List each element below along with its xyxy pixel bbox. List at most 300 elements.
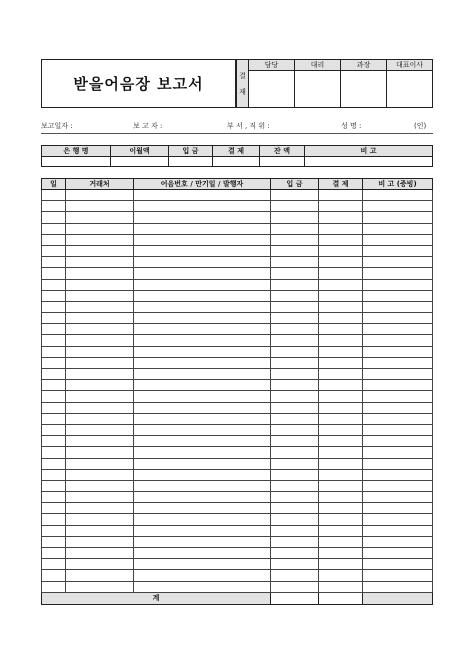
cell-deposit[interactable] [271,201,319,212]
table-row [42,212,433,223]
table-row [42,380,433,391]
cell-day[interactable] [42,570,66,581]
table-row [42,548,433,559]
name-label: 성 명 : [341,122,362,130]
total-label: 계 [42,592,271,604]
cell-day[interactable] [42,268,66,279]
table-row [42,290,433,301]
cell-client[interactable] [66,413,134,424]
cell-day[interactable] [42,234,66,245]
table-row [42,458,433,469]
cell-remarks[interactable] [363,234,433,245]
cell-note-info[interactable] [134,313,271,324]
cell-day[interactable] [42,447,66,458]
cell-note-info[interactable] [134,503,271,514]
cell-remarks[interactable] [363,514,433,525]
cell-deposit[interactable] [271,424,319,435]
cell-deposit[interactable] [271,514,319,525]
approval-col-staff: 담당 [249,60,295,71]
table-row [42,346,433,357]
cell-settlement[interactable] [319,346,363,357]
cell-day[interactable] [42,324,66,335]
cell-client[interactable] [66,369,134,380]
cell-note-info[interactable] [134,268,271,279]
approval-col-manager: 과장 [341,60,387,71]
cell-client[interactable] [66,357,134,368]
cell-remarks[interactable] [363,380,433,391]
cell-remarks[interactable] [363,301,433,312]
cell-client[interactable] [66,458,134,469]
cell-note-info[interactable] [134,369,271,380]
cell-remarks[interactable] [363,223,433,234]
table-row [42,402,433,413]
table-row [42,492,433,503]
approval-side-label: 결 재 [237,60,249,108]
cell-note-info[interactable] [134,357,271,368]
table-row [42,257,433,268]
cell-remarks[interactable] [363,447,433,458]
total-settlement[interactable] [319,592,363,604]
cell-client[interactable] [66,525,134,536]
col-carryover: 이월액 [111,146,169,157]
approval-sign-manager[interactable] [341,71,387,108]
cell-client[interactable] [66,245,134,256]
cell-settlement[interactable] [319,190,363,201]
table-row [42,559,433,570]
cell-settlement[interactable] [319,279,363,290]
cell-settlement[interactable] [319,525,363,536]
table-row [42,436,433,447]
col-deposit: 입 금 [271,179,319,190]
cell-client[interactable] [66,391,134,402]
col-client: 거래처 [66,179,134,190]
cell-note-info[interactable] [134,223,271,234]
cell-note-info[interactable] [134,212,271,223]
cell-note-info[interactable] [134,245,271,256]
cell-settlement[interactable] [319,212,363,223]
table-row [42,391,433,402]
cell-deposit[interactable] [271,257,319,268]
cell-note-info[interactable] [134,581,271,592]
table-row [42,424,433,435]
cell-client[interactable] [66,503,134,514]
cell-day[interactable] [42,257,66,268]
cell-settlement[interactable] [319,548,363,559]
title-box [41,59,236,108]
col-settlement: 결 제 [213,146,260,157]
cell-deposit[interactable] [271,469,319,480]
cell-remarks[interactable] [363,369,433,380]
bank-summary-table [41,145,433,167]
cell-settlement[interactable] [319,514,363,525]
cell-day[interactable] [42,480,66,491]
cell-note-info[interactable] [134,458,271,469]
cell-deposit[interactable] [271,268,319,279]
cell-day[interactable] [42,335,66,346]
cell-settlement[interactable] [319,223,363,234]
cell-day[interactable] [42,581,66,592]
col-bank-name: 은 행 명 [42,146,111,157]
table-row [42,301,433,312]
table-row [42,324,433,335]
table-row [42,223,433,234]
cell-note-info[interactable] [134,380,271,391]
ledger-header [42,179,433,190]
cell-day[interactable] [42,492,66,503]
table-row [42,279,433,290]
cell-day[interactable] [42,290,66,301]
cell-settlement[interactable] [319,324,363,335]
cell-deposit[interactable] [271,548,319,559]
col-balance: 잔 액 [260,146,305,157]
cell-remarks[interactable] [363,257,433,268]
table-row [42,480,433,491]
cell-client[interactable] [66,324,134,335]
cell-day[interactable] [42,424,66,435]
info-underline [41,133,433,134]
table-row [42,514,433,525]
cell-settlement[interactable] [319,234,363,245]
cell-balance[interactable] [260,157,305,167]
cell-deposit[interactable] [271,559,319,570]
table-row [42,503,433,514]
cell-client[interactable] [66,234,134,245]
cell-settlement[interactable] [319,268,363,279]
bank-table-header [42,146,433,157]
cell-day[interactable] [42,559,66,570]
cell-remarks[interactable] [363,402,433,413]
cell-client[interactable] [66,581,134,592]
cell-remarks[interactable] [363,503,433,514]
cell-settlement[interactable] [319,469,363,480]
page-title: 받을어음장 보고서 [73,75,204,93]
cell-client[interactable] [66,548,134,559]
cell-day[interactable] [42,357,66,368]
cell-settlement[interactable] [319,380,363,391]
cell-remarks[interactable] [363,424,433,435]
cell-settlement[interactable] [319,447,363,458]
cell-remarks[interactable] [363,559,433,570]
cell-day[interactable] [42,301,66,312]
cell-day[interactable] [42,190,66,201]
cell-settlement[interactable] [319,402,363,413]
cell-remarks[interactable] [363,268,433,279]
cell-day[interactable] [42,458,66,469]
cell-deposit[interactable] [271,525,319,536]
cell-day[interactable] [42,548,66,559]
cell-settlement[interactable] [319,503,363,514]
cell-day[interactable] [42,369,66,380]
cell-deposit[interactable] [271,335,319,346]
cell-client[interactable] [66,223,134,234]
cell-deposit[interactable] [271,570,319,581]
cell-note-info[interactable] [134,391,271,402]
cell-note-info[interactable] [134,536,271,547]
cell-deposit[interactable] [271,447,319,458]
cell-day[interactable] [42,469,66,480]
cell-settlement[interactable] [319,492,363,503]
table-row [42,469,433,480]
cell-remarks[interactable] [363,480,433,491]
cell-deposit[interactable] [271,190,319,201]
cell-settlement[interactable] [319,313,363,324]
total-remarks[interactable] [363,592,433,604]
bank-table-row [42,157,433,167]
cell-day[interactable] [42,346,66,357]
cell-day[interactable] [42,313,66,324]
cell-note-info[interactable] [134,402,271,413]
cell-client[interactable] [66,447,134,458]
cell-settlement[interactable] [213,157,260,167]
cell-client[interactable] [66,402,134,413]
approval-table [236,59,433,108]
approval-sign-staff[interactable] [249,71,295,108]
cell-day[interactable] [42,223,66,234]
cell-carryover[interactable] [111,157,169,167]
cell-remarks[interactable] [363,324,433,335]
cell-settlement[interactable] [319,257,363,268]
table-row [42,190,433,201]
cell-note-info[interactable] [134,201,271,212]
cell-note-info[interactable] [134,279,271,290]
cell-remarks[interactable] [363,346,433,357]
cell-note-info[interactable] [134,324,271,335]
cell-client[interactable] [66,301,134,312]
cell-deposit[interactable] [271,380,319,391]
report-header [41,59,433,108]
cell-day[interactable] [42,212,66,223]
cell-note-info[interactable] [134,514,271,525]
cell-remarks[interactable] [363,245,433,256]
cell-client[interactable] [66,480,134,491]
cell-client[interactable] [66,190,134,201]
cell-remarks[interactable] [363,335,433,346]
cell-client[interactable] [66,424,134,435]
cell-day[interactable] [42,402,66,413]
cell-deposit[interactable] [271,223,319,234]
cell-deposit[interactable] [271,458,319,469]
cell-remarks[interactable] [363,436,433,447]
cell-remarks[interactable] [363,536,433,547]
cell-remarks[interactable] [363,313,433,324]
cell-day[interactable] [42,536,66,547]
cell-client[interactable] [66,559,134,570]
reporter-label: 보 고 자 : [133,122,163,130]
table-row [42,447,433,458]
cell-deposit[interactable] [271,290,319,301]
col-deposit: 입 금 [169,146,213,157]
cell-client[interactable] [66,268,134,279]
cell-settlement[interactable] [319,559,363,570]
cell-settlement[interactable] [319,458,363,469]
cell-remarks[interactable] [363,357,433,368]
cell-note-info[interactable] [134,492,271,503]
cell-settlement[interactable] [319,335,363,346]
cell-settlement[interactable] [319,424,363,435]
cell-remarks[interactable] [363,290,433,301]
col-settlement: 결 제 [319,179,363,190]
cell-remarks[interactable] [363,458,433,469]
report-date-label: 보고일자 : [41,122,73,130]
cell-deposit[interactable] [169,157,213,167]
cell-deposit[interactable] [271,581,319,592]
approval-col-ceo: 대표이사 [387,60,433,71]
cell-settlement[interactable] [319,301,363,312]
cell-note-info[interactable] [134,447,271,458]
cell-remarks[interactable] [363,469,433,480]
cell-deposit[interactable] [271,480,319,491]
cell-settlement[interactable] [319,581,363,592]
cell-day[interactable] [42,391,66,402]
cell-client[interactable] [66,514,134,525]
cell-note-info[interactable] [134,548,271,559]
cell-day[interactable] [42,436,66,447]
cell-deposit[interactable] [271,391,319,402]
cell-client[interactable] [66,290,134,301]
table-row [42,570,433,581]
cell-day[interactable] [42,525,66,536]
cell-client[interactable] [66,536,134,547]
table-row [42,245,433,256]
cell-deposit[interactable] [271,301,319,312]
cell-settlement[interactable] [319,290,363,301]
cell-remarks[interactable] [363,190,433,201]
cell-note-info[interactable] [134,290,271,301]
cell-deposit[interactable] [271,492,319,503]
cell-note-info[interactable] [134,424,271,435]
cell-day[interactable] [42,514,66,525]
cell-deposit[interactable] [271,245,319,256]
table-row [42,335,433,346]
cell-deposit[interactable] [271,346,319,357]
cell-bank-name[interactable] [42,157,111,167]
cell-note-info[interactable] [134,234,271,245]
col-day: 일 [42,179,66,190]
table-row [42,581,433,592]
cell-day[interactable] [42,279,66,290]
cell-note-info[interactable] [134,525,271,536]
cell-note-info[interactable] [134,190,271,201]
cell-remarks[interactable] [305,157,433,167]
cell-deposit[interactable] [271,503,319,514]
cell-client[interactable] [66,380,134,391]
cell-remarks[interactable] [363,413,433,424]
table-row [42,268,433,279]
cell-deposit[interactable] [271,279,319,290]
cell-client[interactable] [66,201,134,212]
cell-settlement[interactable] [319,391,363,402]
cell-deposit[interactable] [271,536,319,547]
cell-client[interactable] [66,570,134,581]
cell-note-info[interactable] [134,257,271,268]
cell-deposit[interactable] [271,436,319,447]
cell-client[interactable] [66,257,134,268]
approval-col-assistant-manager: 대리 [295,60,341,71]
table-row [42,313,433,324]
cell-note-info[interactable] [134,570,271,581]
table-row [42,413,433,424]
cell-client[interactable] [66,279,134,290]
approval-sign-assistant-manager[interactable] [295,71,341,108]
seal-label: (인) [414,122,427,130]
cell-client[interactable] [66,346,134,357]
cell-settlement[interactable] [319,436,363,447]
cell-client[interactable] [66,212,134,223]
cell-remarks[interactable] [363,570,433,581]
cell-day[interactable] [42,380,66,391]
table-row [42,525,433,536]
cell-deposit[interactable] [271,212,319,223]
cell-settlement[interactable] [319,413,363,424]
cell-note-info[interactable] [134,301,271,312]
cell-note-info[interactable] [134,346,271,357]
cell-deposit[interactable] [271,357,319,368]
cell-deposit[interactable] [271,324,319,335]
cell-client[interactable] [66,436,134,447]
cell-remarks[interactable] [363,279,433,290]
cell-settlement[interactable] [319,369,363,380]
table-row [42,536,433,547]
cell-note-info[interactable] [134,413,271,424]
cell-remarks[interactable] [363,212,433,223]
cell-note-info[interactable] [134,335,271,346]
cell-note-info[interactable] [134,436,271,447]
cell-remarks[interactable] [363,201,433,212]
report-info-line [41,121,433,131]
cell-client[interactable] [66,313,134,324]
dept-position-label: 부 서 , 직 위 : [227,122,270,130]
col-remarks-evidence: 비 고 (증빙) [363,179,433,190]
cell-day[interactable] [42,245,66,256]
table-row [42,357,433,368]
table-row [42,234,433,245]
cell-client[interactable] [66,492,134,503]
table-row [42,369,433,380]
total-deposit[interactable] [271,592,319,604]
ledger-table [41,178,433,605]
total-row [42,592,433,604]
col-remarks: 비 고 [305,146,433,157]
cell-settlement[interactable] [319,357,363,368]
cell-remarks[interactable] [363,548,433,559]
cell-note-info[interactable] [134,559,271,570]
cell-client[interactable] [66,335,134,346]
cell-deposit[interactable] [271,402,319,413]
cell-day[interactable] [42,503,66,514]
approval-sign-ceo[interactable] [387,71,433,108]
cell-deposit[interactable] [271,234,319,245]
cell-note-info[interactable] [134,480,271,491]
cell-deposit[interactable] [271,313,319,324]
table-row [42,201,433,212]
cell-deposit[interactable] [271,413,319,424]
cell-note-info[interactable] [134,469,271,480]
cell-settlement[interactable] [319,245,363,256]
cell-settlement[interactable] [319,570,363,581]
col-note-info: 어음번호 / 만기일 / 발행자 [134,179,271,190]
cell-deposit[interactable] [271,369,319,380]
cell-settlement[interactable] [319,201,363,212]
cell-settlement[interactable] [319,536,363,547]
cell-settlement[interactable] [319,480,363,491]
cell-day[interactable] [42,201,66,212]
cell-remarks[interactable] [363,525,433,536]
cell-remarks[interactable] [363,581,433,592]
cell-remarks[interactable] [363,492,433,503]
cell-client[interactable] [66,469,134,480]
cell-day[interactable] [42,413,66,424]
cell-remarks[interactable] [363,391,433,402]
